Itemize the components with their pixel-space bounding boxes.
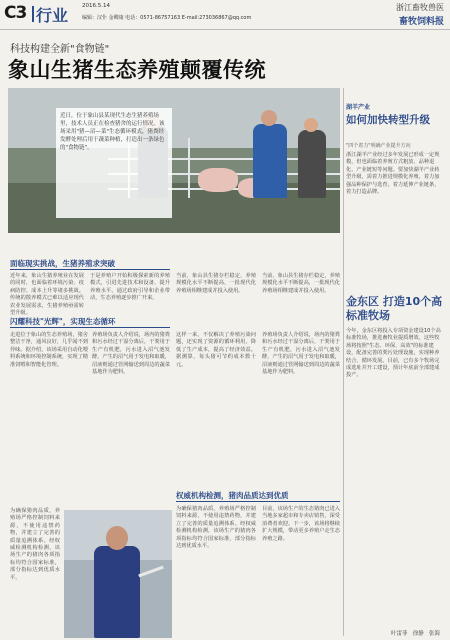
byline-name: 叶雷菲 xyxy=(390,631,408,637)
subhead-challenge: 面临现实挑战，生猪养殖求突破 xyxy=(10,259,115,268)
body-text: 养殖场负责人介绍说，场内的猪粪和污水经过干湿分离后，干粪用于生产有机肥，污水进入沼气池发酵，产生的沼气用于发电和取暖，沼液则通过管网输送到周边的蔬菜基地作为肥料。 xyxy=(262,332,340,376)
editor-contact: 编辑：汉仆 金卿康 电话：0571-86757163 E-mail:273036867@qq.com xyxy=(82,15,252,21)
byline-name: 徐静 xyxy=(412,631,424,637)
technician-figure xyxy=(94,546,140,638)
issue-date: 2016.5.14 xyxy=(82,3,110,9)
article-kicker: 科技构建全新"食物链" xyxy=(10,44,110,55)
lab-photo xyxy=(64,510,172,638)
body-text: 走进位于象山的生态养殖场，猪舍整洁干净，通风良好，几乎闻不到异味。据介绍，该场采用自动化喂料系统和环境控制系统，实现了精准饲喂和智能化管理。 xyxy=(10,332,88,368)
lead-paragraph: 近日，位于象山县某现代生态生猪养殖场里，技术人员正在检查猪舍的运行情况。该场采用"猪—沼—菜"生态循环模式，猪粪经发酵处理后用于蔬菜种植，打造出一条绿色的"食物链"。 xyxy=(56,108,172,218)
test-tube xyxy=(138,566,163,578)
sidebar-body-2: 今年，金东区将投入专项资金建设10个高标准牧场，推进畜牧业提质增效。这些牧场将按照"生态、环保、高效"的标准建设，配备完善的粪污处理设施，实现种养结合、循环发展。目前，已有多个牧场完成选址并开工建设，预计年底前全部建成投产。 xyxy=(346,328,441,379)
technician-head xyxy=(106,526,128,550)
body-text: 养殖场负责人介绍说，场内的猪粪和污水经过干湿分离后，干粪用于生产有机肥，污水进入沼气池发酵，产生的沼气用于发电和取暖，沼液则通过管网输送到周边的蔬菜基地作为肥料。 xyxy=(92,332,170,376)
body-text: 这样一来，不仅解决了养殖污染问题，还实现了资源的循环利用，降低了生产成本，提高了经济效益。据测算，每头猪可节约成本数十元。 xyxy=(176,332,256,368)
byline xyxy=(391,629,440,637)
worker-figure xyxy=(298,130,326,198)
article-headline: 象山生猪生态养殖颠覆传统 xyxy=(8,58,266,82)
section-name: 行业 xyxy=(36,6,69,25)
edition-name: 浙江畜牧兽医 xyxy=(396,3,444,12)
body-text: 近年来，象山生猪养殖业在发展的同时，也面临着环境污染、疫病防控、成本上升等诸多挑战。传统的散养模式已难以适应现代农业发展需求，生猪养殖亟需转型升级。 xyxy=(10,273,84,317)
sidebar-deck-1: "四个着力"明确产业提升方向 xyxy=(346,143,411,149)
body-text: 目前，该场生产的生态猪肉已进入当地多家超市和专卖店销售，深受消费者欢迎。下一步，该场将继续扩大规模，带动更多养殖户走生态养殖之路。 xyxy=(262,506,340,542)
subhead-rule xyxy=(10,327,170,328)
body-text: 当前，象山县生猪存栏稳定，养殖规模化水平不断提高，一批现代化养殖场相继建成并投入使用。 xyxy=(262,273,340,294)
byline-name: 张海 xyxy=(428,631,440,637)
subhead-technology: 闪耀科技"光辉"，实现生态循环 xyxy=(10,317,116,326)
sidebar-headline-1: 如何加快转型升级 xyxy=(346,114,430,126)
worker-head xyxy=(304,118,318,132)
section-code: C3 xyxy=(4,3,27,23)
masthead xyxy=(0,0,450,30)
sidebar-headline-2: 金东区 打造10个高标准牧场 xyxy=(346,295,443,322)
body-text: 为确保猪肉品质，养殖场严格控制饲料来源，不使用违禁药物，并建立了完善的质量追溯体系。经权威检测机构检测，该场生产的猪肉各项指标均符合国家标准，部分指标达到优质水平。 xyxy=(176,506,256,550)
body-text: 为确保猪肉品质，养殖场严格控制饲料来源，不使用违禁药物，并建立了完善的质量追溯体系。经权威检测机构检测，该场生产的猪肉各项指标均符合国家标准，部分指标达到优质水平。 xyxy=(10,508,60,581)
body-text: 于是养殖户开始积极探索新的养殖模式，引进先进技术和设备，提升养殖水平。通过政府引导和企业带动，生态养殖逐步推广开来。 xyxy=(90,273,170,302)
subhead-rule xyxy=(176,501,340,502)
column-divider xyxy=(343,88,344,636)
subhead-rule xyxy=(10,269,170,270)
section-divider xyxy=(32,6,34,22)
pig xyxy=(198,168,238,192)
sidebar-kicker: 湖羊产业 xyxy=(346,104,371,111)
body-text: 当前，象山县生猪存栏稳定，养殖规模化水平不断提高，一批现代化养殖场相继建成并投入使用。 xyxy=(176,273,256,294)
subhead-quality: 权威机构检测，猪肉品质达到优质 xyxy=(176,491,289,500)
sidebar-body-1: 浙江湖羊产业经过多年发展已形成一定规模，但也面临着养殖方式粗放、品种退化、产业链短等问题。要加快湖羊产业转型升级，需着力推进规模化养殖，着力加强品种保护与选育，着力延伸产业链条，着力打造品牌。 xyxy=(346,152,440,196)
worker-figure xyxy=(253,124,287,198)
paper-name: 畜牧饲料报 xyxy=(398,17,444,27)
worker-head xyxy=(261,110,277,126)
